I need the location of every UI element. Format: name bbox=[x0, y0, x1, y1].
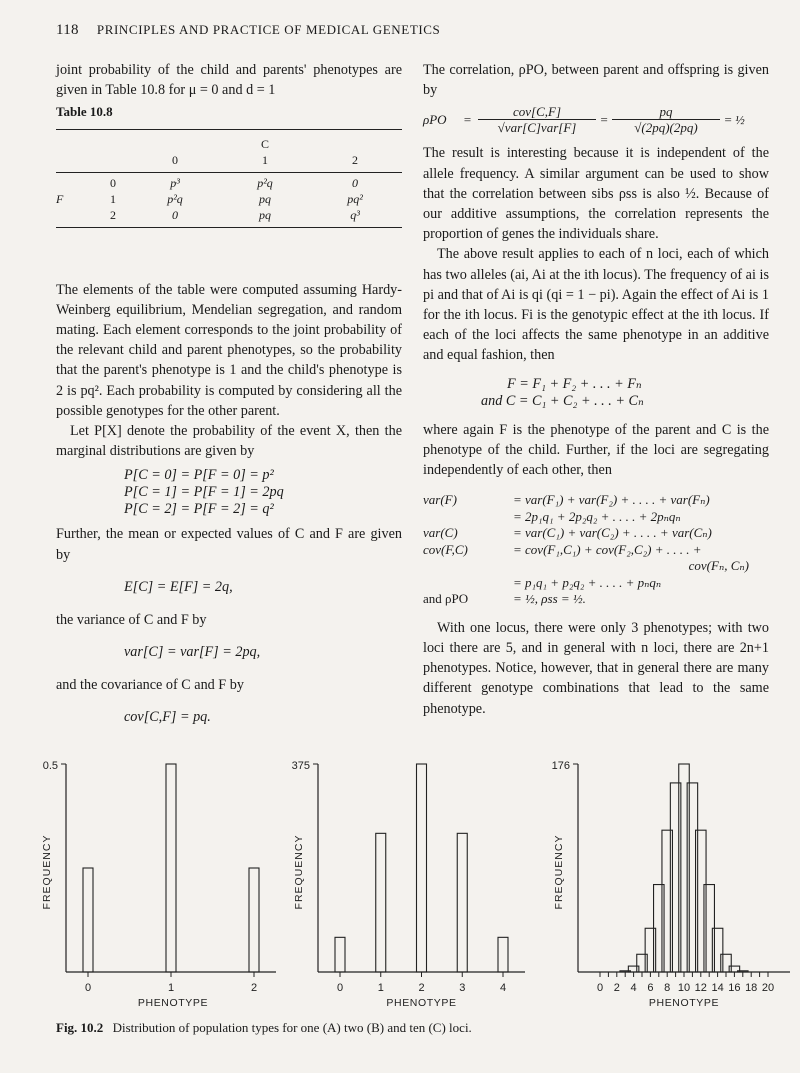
x-tick-label: 2 bbox=[250, 982, 258, 994]
x-tick-label: 2 bbox=[613, 982, 620, 994]
table-cell: pq bbox=[259, 191, 271, 206]
x-tick-label: 6 bbox=[647, 982, 654, 994]
x-tick-label: 0 bbox=[336, 982, 344, 994]
right-para-3: The above result applies to each of n loci, each of which has two alleles (ai, Ai at the ith locus). The frequency of ai is pi and that of Ai is qi (qi = 1 − pi). Again the effect of Ai is 1 for the ith locus. Fi is the genotypic effect at the ith locus. If each of the loci affects the same phenotype in an additive and equal fashion, then bbox=[423, 246, 769, 364]
sum-equations bbox=[481, 376, 769, 410]
marginal-equations bbox=[124, 467, 402, 518]
left-para-5: and the covariance of C and F by bbox=[56, 677, 244, 694]
table-cell: pq² bbox=[347, 191, 363, 206]
vtab-value: = cov(F₁,C₁) + cov(F₂,C₂) + . . . . + bbox=[513, 541, 702, 557]
corr-result: ½ bbox=[735, 112, 745, 128]
vtab-key: cov(F,C) bbox=[423, 541, 468, 557]
histogram-bar bbox=[335, 937, 345, 972]
correlation-formula: ρPO = cov[C,F] √var[C]var[F] = $\frac{pq}{√(2pq)(2pq)}$ = ½ bbox=[423, 104, 745, 136]
x-tick-label: 0 bbox=[596, 982, 604, 994]
marginal-eq: P[C = 0] = P[F = 0] = p² bbox=[124, 467, 274, 484]
x-tick-label: 3 bbox=[459, 982, 466, 994]
histogram-bar bbox=[498, 937, 508, 972]
vtab-value: = ½, ρss = ½. bbox=[513, 591, 586, 607]
corr-denominator-2: √(2pq)(2pq) bbox=[612, 119, 720, 135]
table-row-label: 0 bbox=[110, 175, 116, 190]
corr-denominator: √var[C]var[F] bbox=[478, 119, 596, 135]
vtab-value: cov(Fₙ, Cₙ) bbox=[688, 558, 749, 574]
figure-caption bbox=[56, 1020, 472, 1036]
left-para-4: the variance of C and F by bbox=[56, 611, 207, 628]
vtab-key bbox=[423, 558, 513, 575]
left-para-1: The elements of the table were computed assuming Hardy-Weinberg equilibrium, Mendelian segregation, and random mating. Each element corresponds to the joint probability of the relevant child and parent phenotypes, so the probability that the parent's phenotype is 1 and the child's phenotype is 2 is pq². Each probability is computed by considering all the possible genotypes for the other parent. bbox=[56, 281, 402, 419]
right-para-5: With one locus, there were only 3 phenotypes; with two loci there are 5, and in general with n loci, there are 2n+1 phenotypes. Notice, however, that in general there are many different genotype combinations that lead to the same phenotype. bbox=[423, 619, 769, 717]
x-axis-label: PHENOTYPE bbox=[386, 997, 457, 1009]
vtab-key: var(C) bbox=[423, 525, 458, 541]
x-tick-label: 20 bbox=[761, 982, 775, 994]
vtab-key: and ρPO bbox=[423, 591, 469, 607]
left-column bbox=[56, 60, 402, 732]
table-row-label: 2 bbox=[110, 207, 116, 222]
y-tick-label: 375 bbox=[291, 760, 310, 772]
sum-eq: and C = C₁ + C₂ + . . . + Cₙ bbox=[481, 392, 644, 409]
corr-numerator-2: pq bbox=[659, 104, 673, 120]
left-para-2: Let P[X] denote the probability of the event X, then the marginal distributions are given by bbox=[56, 423, 402, 460]
table-col-header: 0 bbox=[172, 152, 178, 167]
y-tick-label: 176 bbox=[551, 760, 570, 772]
marginal-eq: P[C = 1] = P[F = 1] = 2pq bbox=[124, 484, 284, 501]
x-tick-label: 16 bbox=[728, 982, 741, 994]
y-axis-label: FREQUENCY bbox=[293, 834, 305, 910]
right-column bbox=[423, 60, 769, 719]
vtab-value: = var(F₁) + var(F₂) + . . . . + var(Fₙ) bbox=[513, 492, 710, 508]
histogram-bar bbox=[376, 833, 386, 972]
x-tick-label: 1 bbox=[167, 982, 175, 994]
marginal-eq: P[C = 2] = P[F = 2] = q² bbox=[124, 501, 274, 518]
table-cell: 0 bbox=[172, 207, 178, 222]
table-col-header: 2 bbox=[352, 152, 358, 167]
table-cell: p²q bbox=[167, 191, 183, 206]
figure-caption-text: Distribution of population types for one (A) two (B) and ten (C) loci. bbox=[112, 1020, 472, 1035]
mean-equation: E[C] = E[F] = 2q, bbox=[124, 578, 233, 595]
y-axis-label: FREQUENCY bbox=[41, 834, 53, 910]
table-cell: 0 bbox=[352, 175, 358, 190]
table-title: Table 10.8 bbox=[56, 104, 113, 120]
table-cell: pq bbox=[259, 207, 271, 222]
variance-equation: var[C] = var[F] = 2pq, bbox=[124, 644, 261, 661]
running-title: PRINCIPLES AND PRACTICE OF MEDICAL GENETICS bbox=[96, 22, 441, 37]
x-tick-label: 8 bbox=[664, 982, 671, 994]
x-tick-label: 4 bbox=[499, 982, 507, 994]
histogram-bar bbox=[417, 764, 427, 972]
x-tick-label: 10 bbox=[677, 982, 691, 994]
corr-lhs: ρPO bbox=[423, 112, 447, 128]
table-row-label: 1 bbox=[110, 191, 116, 206]
vtab-key: var(F) bbox=[423, 492, 457, 508]
table-10-8 bbox=[56, 129, 402, 228]
corr-numerator: cov[C,F] bbox=[512, 104, 562, 120]
running-head bbox=[56, 22, 440, 39]
histogram-bar bbox=[83, 868, 93, 972]
variance-derivation bbox=[423, 492, 769, 608]
y-axis-label: FREQUENCY bbox=[553, 834, 565, 910]
histogram-bar bbox=[249, 868, 259, 972]
x-tick-label: 0 bbox=[84, 982, 92, 994]
left-para-3: Further, the mean or expected values of C and F are given by bbox=[56, 526, 402, 563]
vtab-value: = var(C₁) + var(C₂) + . . . . + var(Cₙ) bbox=[513, 525, 712, 541]
table-col-header: 1 bbox=[262, 152, 268, 167]
figure-caption-label: Fig. 10.2 bbox=[56, 1020, 104, 1035]
table-row-var: F bbox=[56, 191, 64, 206]
y-tick-label: 0.5 bbox=[42, 760, 58, 772]
left-intro: joint probability of the child and parents' phenotypes are given in Table 10.8 for μ = 0 and d = 1 bbox=[56, 62, 402, 99]
x-tick-label: 4 bbox=[630, 982, 637, 994]
x-axis-label: PHENOTYPE bbox=[137, 997, 209, 1009]
vtab-key bbox=[423, 575, 513, 592]
histogram-bar bbox=[457, 833, 467, 972]
covariance-equation: cov[C,F] = pq. bbox=[124, 709, 211, 726]
table-cell: p³ bbox=[170, 175, 180, 190]
vtab-key bbox=[423, 509, 513, 526]
x-tick-label: 2 bbox=[418, 982, 425, 994]
x-tick-label: 14 bbox=[711, 982, 724, 994]
sum-eq: F = F₁ + F₂ + . . . + Fₙ bbox=[507, 375, 642, 392]
x-tick-label: 18 bbox=[745, 982, 758, 994]
table-col-var: C bbox=[260, 136, 269, 151]
page-number: 118 bbox=[56, 22, 79, 38]
table-cell: q³ bbox=[350, 207, 360, 222]
right-para-2: The result is interesting because it is independent of the allele frequency. A similar argument can be used to show that the correlation between sibs ρss is also ½. Because of our additive assumptions, the correlation represents the proportion of genes the individuals share. bbox=[423, 145, 769, 243]
x-tick-label: 12 bbox=[694, 982, 707, 994]
x-axis-label: PHENOTYPE bbox=[648, 997, 720, 1009]
vtab-value: = p₁q₁ + p₂q₂ + . . . . + pₙqₙ bbox=[513, 574, 662, 590]
vtab-value: = 2p₁q₁ + 2p₂q₂ + . . . . + 2pₙqₙ bbox=[513, 508, 681, 524]
right-para-4: where again F is the phenotype of the parent and C is the phenotype of the child. Further, if the loci are segregating independently of each other, then bbox=[423, 421, 769, 479]
figure-10-2 bbox=[0, 760, 800, 1030]
table-cell: p²q bbox=[257, 175, 273, 190]
x-tick-label: 1 bbox=[377, 982, 384, 994]
histogram-bar bbox=[166, 764, 176, 972]
right-para-1: The correlation, ρPO, between parent and offspring is given by bbox=[423, 62, 769, 99]
